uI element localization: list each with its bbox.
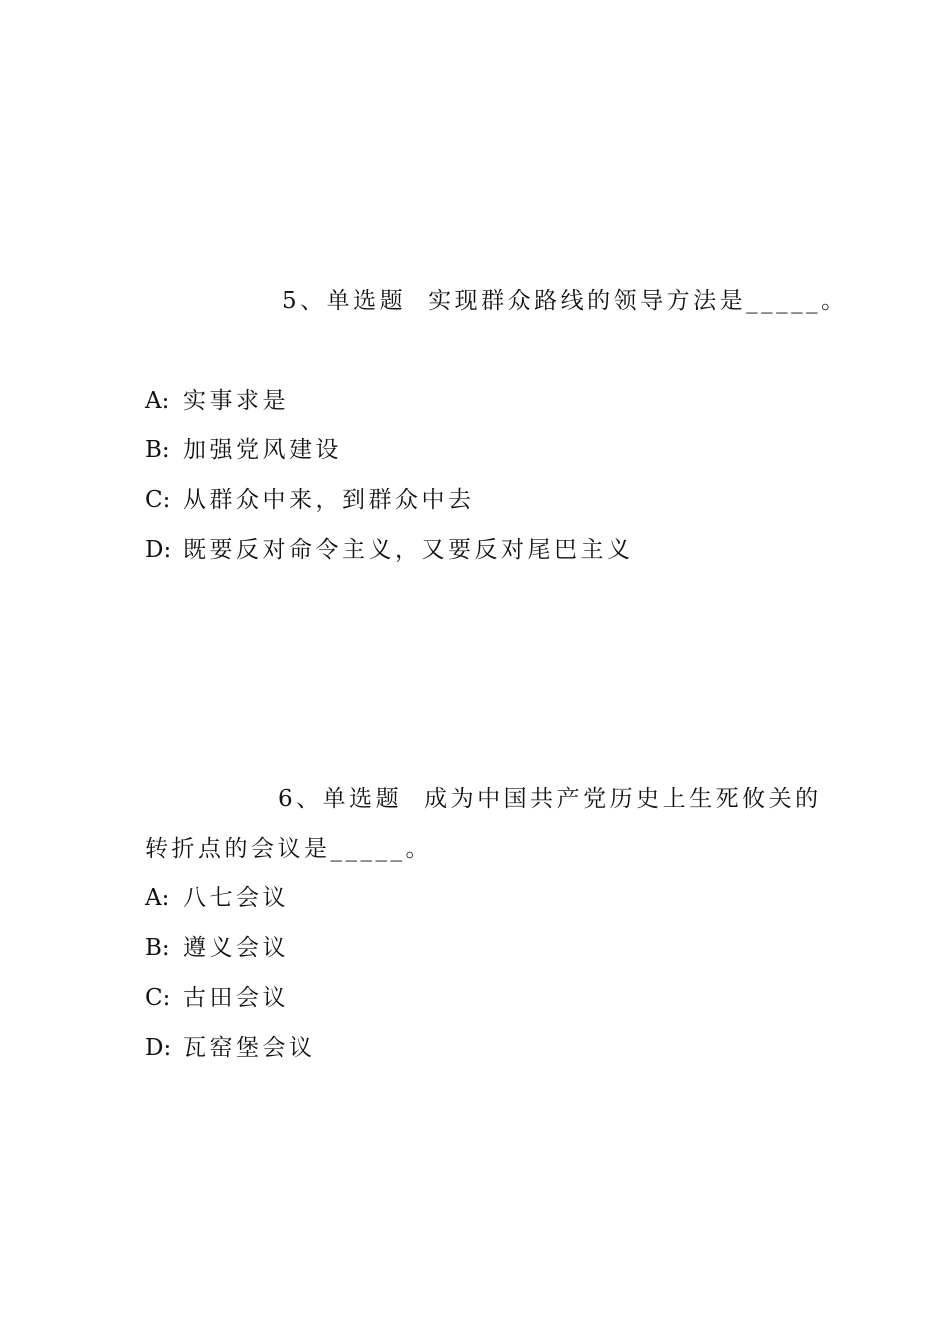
question-type: 单选题: [326, 288, 407, 314]
option-letter: D:: [145, 537, 172, 563]
question-6-option-a: [145, 883, 289, 913]
question-5-option-c: [145, 485, 475, 515]
question-6-option-d: [145, 1033, 316, 1063]
option-text: 遵义会议: [183, 935, 289, 961]
option-text: 从群众中来，到群众中去: [183, 487, 475, 513]
option-text: 加强党风建设: [183, 437, 342, 463]
option-letter: A:: [145, 885, 170, 911]
option-letter: C:: [145, 487, 171, 513]
question-type: 单选题: [322, 786, 403, 812]
option-text: 瓦窑堡会议: [183, 1035, 316, 1061]
question-stem: 实现群众路线的领导方法是_____。: [428, 288, 848, 314]
question-5-heading: [282, 286, 848, 316]
question-5-option-a: [145, 386, 289, 416]
option-letter: B:: [145, 935, 170, 961]
question-6-heading: [278, 784, 822, 814]
question-6-option-b: [145, 933, 289, 963]
question-6-option-c: [145, 983, 289, 1013]
option-text: 既要反对命令主义，又要反对尾巴主义: [183, 537, 634, 563]
option-letter: B:: [145, 437, 170, 463]
option-text: 古田会议: [183, 985, 289, 1011]
question-stem: 成为中国共产党历史上生死攸关的: [424, 786, 822, 812]
question-6-stem-continued: 转折点的会议是_____。: [145, 836, 432, 862]
question-5-option-b: [145, 435, 342, 465]
option-letter: C:: [145, 985, 171, 1011]
question-5-option-d: [145, 535, 634, 565]
question-number: 5、: [282, 288, 327, 314]
option-text: 八七会议: [183, 885, 289, 911]
option-text: 实事求是: [183, 388, 289, 414]
question-number: 6、: [278, 786, 323, 812]
option-letter: D:: [145, 1035, 172, 1061]
option-letter: A:: [145, 388, 170, 414]
